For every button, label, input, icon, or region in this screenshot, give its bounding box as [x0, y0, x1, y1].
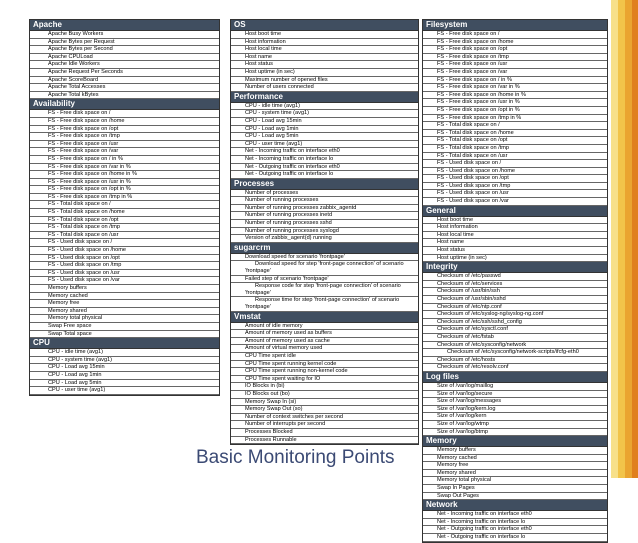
- metric-row: Size of /var/log/secure: [423, 391, 607, 399]
- metric-row: Number of running processes sshd: [231, 220, 418, 228]
- metric-row: Net - Incoming traffic on interface lo: [423, 519, 607, 527]
- metric-row: FS - Free disk space on /opt in %: [30, 186, 219, 194]
- metric-row: CPU - user time (avg1): [30, 387, 219, 395]
- metric-row: FS - Total disk space on /home: [30, 209, 219, 217]
- metric-row: FS - Free disk space on /tmp in %: [423, 115, 607, 123]
- metric-row: Host status: [423, 247, 607, 255]
- metric-row: Memory shared: [30, 308, 219, 316]
- metric-row: FS - Free disk space on /home: [423, 39, 607, 47]
- metric-row: Amount of virtual memory used: [231, 345, 418, 353]
- metric-row: FS - Used disk space on /var: [423, 198, 607, 206]
- metric-row: Host information: [423, 224, 607, 232]
- metric-row: Apache Total Accesses: [30, 84, 219, 92]
- metric-row: FS - Free disk space on /var: [423, 69, 607, 77]
- metric-row: FS - Total disk space on /tmp: [30, 224, 219, 232]
- metric-row: Swap In Pages: [423, 485, 607, 493]
- metric-row: Checksum of /usr/bin/ssh: [423, 288, 607, 296]
- metric-row: Amount of memory used as buffers: [231, 330, 418, 338]
- metric-row: Host local time: [231, 46, 418, 54]
- metric-row: FS - Free disk space on /tmp: [423, 54, 607, 62]
- metric-row: FS - Used disk space on /tmp: [30, 262, 219, 270]
- accent-stripe-bar: [611, 0, 638, 478]
- metric-row: FS - Free disk space on /home in %: [30, 171, 219, 179]
- metric-row: CPU - Load avg 5min: [231, 133, 418, 141]
- metric-row: Apache Busy Workers: [30, 31, 219, 39]
- metric-row: CPU - user time (avg1): [231, 141, 418, 149]
- metric-row: FS - Free disk space on /: [423, 31, 607, 39]
- metric-row: Net - Outgoing traffic on interface eth0: [231, 164, 418, 172]
- metric-row: Number of users connected: [231, 84, 418, 92]
- section-header: sugarcrm: [231, 243, 418, 254]
- metric-row: CPU - idle time (avg1): [231, 103, 418, 111]
- metric-row: FS - Used disk space on /opt: [423, 175, 607, 183]
- metric-row: Download speed for scenario 'frontpage': [231, 254, 418, 262]
- metric-row: FS - Total disk space on /tmp: [423, 145, 607, 153]
- metric-row: Download speed for step 'front-page connection' of scenario 'frontpage': [231, 261, 418, 275]
- metric-row: Number of running processes inetd: [231, 212, 418, 220]
- section-header: General: [423, 206, 607, 217]
- metric-row: FS - Used disk space on /tmp: [423, 183, 607, 191]
- section-header: Availability: [30, 99, 219, 110]
- metric-row: CPU - Load avg 15min: [30, 364, 219, 372]
- metric-row: CPU - Load avg 15min: [231, 118, 418, 126]
- metric-row: FS - Free disk space on /home in %: [423, 92, 607, 100]
- metric-row: Host uptime (in sec): [423, 255, 607, 263]
- metric-row: Number of running processes zabbix_agentd: [231, 205, 418, 213]
- metric-row: Apache CPULoad: [30, 54, 219, 62]
- metric-row: Failed step of scenario 'frontpage': [231, 276, 418, 284]
- metric-row: FS - Free disk space on /opt in %: [423, 107, 607, 115]
- metric-row: FS - Used disk space on /opt: [30, 255, 219, 263]
- metric-row: FS - Free disk space on /usr: [30, 141, 219, 149]
- metric-row: FS - Free disk space on /var in %: [423, 84, 607, 92]
- metric-row: FS - Total disk space on /opt: [423, 137, 607, 145]
- monitoring-table-right: [422, 19, 608, 543]
- section-header: Filesystem: [423, 20, 607, 31]
- metric-row: Memory Swap In (si): [231, 399, 418, 407]
- metric-row: FS - Used disk space on /home: [423, 168, 607, 176]
- metric-row: FS - Free disk space on /: [30, 110, 219, 118]
- section-header: Vmstat: [231, 312, 418, 323]
- section-header: CPU: [30, 338, 219, 349]
- metric-row: Size of /var/log/wtmp: [423, 421, 607, 429]
- accent-stripe-2: [618, 0, 625, 478]
- metric-row: FS - Used disk space on /: [423, 160, 607, 168]
- metric-row: Memory cached: [30, 293, 219, 301]
- metric-row: Checksum of /etc/sysconfig/network-scripts/ifcfg-eth0: [423, 349, 607, 357]
- metric-row: FS - Total disk space on /: [423, 122, 607, 130]
- metric-row: FS - Free disk space on /usr in %: [423, 99, 607, 107]
- accent-stripe-1: [611, 0, 618, 478]
- metric-row: Net - Incoming traffic on interface eth0: [231, 148, 418, 156]
- metric-row: Swap Total space: [30, 331, 219, 339]
- metric-row: FS - Used disk space on /var: [30, 277, 219, 285]
- accent-stripe-4: [632, 0, 638, 478]
- metric-row: CPU Time spent idle: [231, 353, 418, 361]
- metric-row: Host boot time: [423, 217, 607, 225]
- metric-row: FS - Free disk space on / in %: [30, 156, 219, 164]
- metric-row: Amount of idle memory: [231, 323, 418, 331]
- metric-row: Apache Bytes per Second: [30, 46, 219, 54]
- section-header: Apache: [30, 20, 219, 31]
- metric-row: Checksum of /etc/sysctl.conf: [423, 326, 607, 334]
- metric-row: Net - Incoming traffic on interface eth0: [423, 511, 607, 519]
- metric-row: FS - Used disk space on /: [30, 239, 219, 247]
- metric-row: CPU - system time (avg1): [231, 110, 418, 118]
- metric-row: FS - Free disk space on /opt: [30, 126, 219, 134]
- metric-row: CPU Time spent running non-kernel code: [231, 368, 418, 376]
- metric-row: Memory shared: [423, 470, 607, 478]
- metric-row: Checksum of /etc/resolv.conf: [423, 364, 607, 372]
- metric-row: Version of zabbix_agent(d) running: [231, 235, 418, 243]
- metric-row: Size of /var/log/btmp: [423, 429, 607, 437]
- section-header: Performance: [231, 92, 418, 103]
- metric-row: FS - Free disk space on /usr in %: [30, 179, 219, 187]
- metric-row: Host name: [231, 54, 418, 62]
- metric-row: Host information: [231, 39, 418, 47]
- metric-row: Response time for step 'front-page connection' of scenario 'frontpage': [231, 297, 418, 311]
- metric-row: Number of running processes syslogd: [231, 228, 418, 236]
- metric-row: FS - Free disk space on /usr: [423, 61, 607, 69]
- metric-row: Processes Blocked: [231, 429, 418, 437]
- metric-row: Size of /var/log/kern: [423, 413, 607, 421]
- metric-row: Apache Idle Workers: [30, 61, 219, 69]
- metric-row: Net - Outgoing traffic on interface lo: [231, 171, 418, 179]
- metric-row: Host name: [423, 239, 607, 247]
- metric-row: FS - Free disk space on /var in %: [30, 164, 219, 172]
- metric-row: Swap Free space: [30, 323, 219, 331]
- metric-row: FS - Total disk space on /home: [423, 130, 607, 138]
- metric-row: FS - Total disk space on /usr: [30, 232, 219, 240]
- metric-row: Memory free: [30, 300, 219, 308]
- metric-row: FS - Free disk space on /tmp in %: [30, 194, 219, 202]
- metric-row: Checksum of /etc/ssh/sshd_config: [423, 319, 607, 327]
- metric-row: CPU - system time (avg1): [30, 357, 219, 365]
- metric-row: Checksum of /etc/ntp.conf: [423, 304, 607, 312]
- metric-row: FS - Free disk space on /var: [30, 148, 219, 156]
- metric-row: Net - Outgoing traffic on interface lo: [423, 534, 607, 542]
- metric-row: Memory total physical: [423, 477, 607, 485]
- metric-row: Response code for step 'front-page connection' of scenario 'frontpage': [231, 283, 418, 297]
- monitoring-table-middle: [230, 19, 419, 445]
- metric-row: Net - Outgoing traffic on interface eth0: [423, 526, 607, 534]
- metric-row: Processes Runnable: [231, 437, 418, 445]
- section-header: Integrity: [423, 262, 607, 273]
- metric-row: Size of /var/log/kern.log: [423, 406, 607, 414]
- metric-row: Amount of memory used as cache: [231, 338, 418, 346]
- metric-row: FS - Total disk space on /opt: [30, 217, 219, 225]
- metric-row: Memory cached: [423, 455, 607, 463]
- section-header: Log files: [423, 372, 607, 383]
- metric-row: Checksum of /etc/services: [423, 281, 607, 289]
- metric-row: Checksum of /usr/sbin/sshd: [423, 296, 607, 304]
- metric-row: Memory free: [423, 462, 607, 470]
- metric-row: CPU - idle time (avg1): [30, 349, 219, 357]
- metric-row: FS - Free disk space on /home: [30, 118, 219, 126]
- metric-row: IO Blocks in (bi): [231, 383, 418, 391]
- metric-row: FS - Used disk space on /usr: [423, 190, 607, 198]
- metric-row: Number of running processes: [231, 197, 418, 205]
- metric-row: Number of context switches per second: [231, 414, 418, 422]
- metric-row: CPU - Load avg 5min: [30, 380, 219, 388]
- metric-row: Memory Swap Out (so): [231, 406, 418, 414]
- metric-row: FS - Used disk space on /usr: [30, 270, 219, 278]
- metric-row: FS - Total disk space on /: [30, 201, 219, 209]
- metric-row: FS - Free disk space on /tmp: [30, 133, 219, 141]
- section-header: OS: [231, 20, 418, 31]
- metric-row: Host boot time: [231, 31, 418, 39]
- metric-row: Number of interrupts per second: [231, 421, 418, 429]
- metric-row: Swap Out Pages: [423, 493, 607, 501]
- metric-row: Host uptime (in sec): [231, 69, 418, 77]
- metric-row: Checksum of /etc/hosts: [423, 357, 607, 365]
- metric-row: Apache ScoreBoard: [30, 77, 219, 85]
- section-header: Processes: [231, 179, 418, 190]
- accent-stripe-3: [625, 0, 632, 478]
- metric-row: Apache Request Per Seconds: [30, 69, 219, 77]
- metric-row: Host status: [231, 61, 418, 69]
- metric-row: FS - Total disk space on /usr: [423, 153, 607, 161]
- metric-row: CPU Time spent running kernel code: [231, 361, 418, 369]
- metric-row: Checksum of /etc/syslog-ng/syslog-ng.conf: [423, 311, 607, 319]
- metric-row: Size of /var/log/messages: [423, 398, 607, 406]
- metric-row: Apache Bytes per Request: [30, 39, 219, 47]
- metric-row: Checksum of /etc/fstab: [423, 334, 607, 342]
- monitoring-table-left: [29, 19, 220, 396]
- metric-row: Memory buffers: [423, 447, 607, 455]
- metric-row: Apache Total kBytes: [30, 92, 219, 100]
- metric-row: Checksum of /etc/sysconfig/network: [423, 342, 607, 350]
- metric-row: Net - Incoming traffic on interface lo: [231, 156, 418, 164]
- metric-row: CPU - Load avg 1min: [30, 372, 219, 380]
- section-header: Network: [423, 500, 607, 511]
- metric-row: FS - Used disk space on /home: [30, 247, 219, 255]
- metric-row: CPU Time spent waiting for IO: [231, 376, 418, 384]
- metric-row: FS - Free disk space on /opt: [423, 46, 607, 54]
- metric-row: FS - Free disk space on / in %: [423, 77, 607, 85]
- metric-row: Size of /var/log/maillog: [423, 383, 607, 391]
- metric-row: Checksum of /etc/passwd: [423, 273, 607, 281]
- metric-row: IO Blocks out (bo): [231, 391, 418, 399]
- metric-row: Memory buffers: [30, 285, 219, 293]
- metric-row: CPU - Load avg 1min: [231, 126, 418, 134]
- section-header: Memory: [423, 436, 607, 447]
- metric-row: Memory total physical: [30, 315, 219, 323]
- slide-title: Basic Monitoring Points: [196, 447, 395, 468]
- metric-row: Host local time: [423, 232, 607, 240]
- metric-row: Number of processes: [231, 190, 418, 198]
- metric-row: Maximum number of opened files: [231, 77, 418, 85]
